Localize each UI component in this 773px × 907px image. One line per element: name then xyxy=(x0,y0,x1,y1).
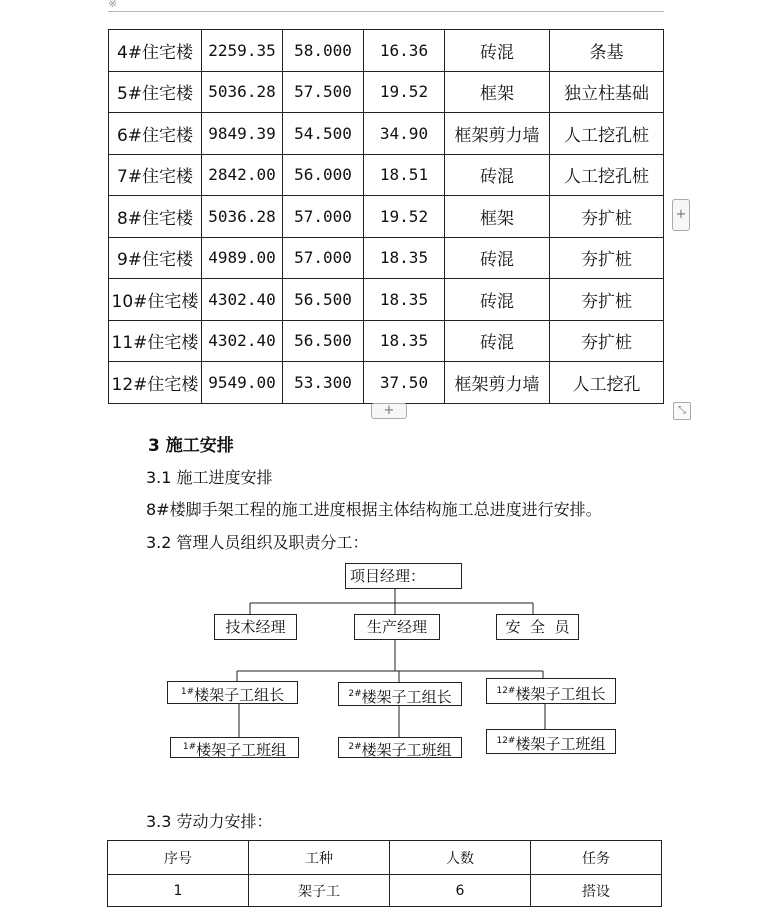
cell-floor-area: 5036.28 xyxy=(202,196,283,238)
cell-foundation-type: 夯扩桩 xyxy=(550,196,664,238)
org-box-technical-manager: 技术经理 xyxy=(214,614,297,640)
labour-table xyxy=(107,840,662,907)
cell-height: 56.500 xyxy=(283,279,364,321)
table-row xyxy=(109,113,664,155)
column-header: 任务 xyxy=(531,841,662,875)
cell-height-value: 37.50 xyxy=(364,362,445,404)
section-title-3-3: 3.3 劳动力安排： xyxy=(146,812,273,831)
cell-building-name: 10#住宅楼 xyxy=(109,279,202,321)
building-table xyxy=(108,29,664,404)
cell-height: 56.500 xyxy=(283,320,364,362)
cell-floor-area: 4302.40 xyxy=(202,279,283,321)
team-1-label: 楼架子工班组 xyxy=(196,741,287,759)
section-title-3-1: 3.1 施工进度安排 xyxy=(146,468,273,487)
cell-height-value: 19.52 xyxy=(364,71,445,113)
leader-2-label: 楼架子工组长 xyxy=(361,688,452,706)
table-header-row xyxy=(108,841,662,875)
team-1-number: 1# xyxy=(182,742,197,752)
org-box-leader-12 xyxy=(486,678,616,704)
leader-2-number: 2# xyxy=(348,689,362,699)
cell-structure-type: 砖混 xyxy=(445,279,550,321)
cell-height: 57.000 xyxy=(283,196,364,238)
table-cell: 1 xyxy=(108,875,249,907)
table-row xyxy=(109,320,664,362)
cell-structure-type: 砖混 xyxy=(445,320,550,362)
cell-building-name: 11#住宅楼 xyxy=(109,320,202,362)
org-box-leader-1 xyxy=(167,681,298,704)
section-title-3-2: 3.2 管理人员组织及职责分工： xyxy=(146,533,369,552)
add-column-button[interactable]: + xyxy=(672,199,690,231)
cell-structure-type: 砖混 xyxy=(445,237,550,279)
cell-building-name: 9#住宅楼 xyxy=(109,237,202,279)
cell-building-name: 12#住宅楼 xyxy=(109,362,202,404)
org-box-leader-2 xyxy=(338,682,462,706)
cell-height: 58.000 xyxy=(283,30,364,72)
cell-building-name: 8#住宅楼 xyxy=(109,196,202,238)
cell-structure-type: 框架剪力墙 xyxy=(445,362,550,404)
cell-foundation-type: 独立柱基础 xyxy=(550,71,664,113)
cell-foundation-type: 夯扩桩 xyxy=(550,279,664,321)
team-12-label: 楼架子工班组 xyxy=(515,735,606,753)
cell-foundation-type: 人工挖孔 xyxy=(550,362,664,404)
cell-floor-area: 9849.39 xyxy=(202,113,283,155)
cell-height-value: 18.35 xyxy=(364,320,445,362)
cell-building-name: 6#住宅楼 xyxy=(109,113,202,155)
cell-structure-type: 框架 xyxy=(445,71,550,113)
cell-floor-area: 9549.00 xyxy=(202,362,283,404)
cell-structure-type: 框架 xyxy=(445,196,550,238)
table-row xyxy=(109,154,664,196)
cell-floor-area: 2259.35 xyxy=(202,30,283,72)
table-cell: 6 xyxy=(390,875,531,907)
cell-floor-area: 2842.00 xyxy=(202,154,283,196)
cell-height-value: 34.90 xyxy=(364,113,445,155)
cell-building-name: 4#住宅楼 xyxy=(109,30,202,72)
cell-height: 57.500 xyxy=(283,71,364,113)
header-rule xyxy=(108,11,664,12)
team-2-number: 2# xyxy=(348,742,362,752)
org-box-team-12 xyxy=(486,729,616,754)
cell-floor-area: 5036.28 xyxy=(202,71,283,113)
leader-12-number: 12# xyxy=(496,686,516,696)
table-row xyxy=(108,875,662,907)
cell-structure-type: 框架剪力墙 xyxy=(445,113,550,155)
cell-height-value: 18.51 xyxy=(364,154,445,196)
cell-height: 53.300 xyxy=(283,362,364,404)
cell-foundation-type: 人工挖孔桩 xyxy=(550,113,664,155)
leader-12-label: 楼架子工组长 xyxy=(515,685,606,703)
cell-structure-type: 砖混 xyxy=(445,154,550,196)
table-cell: 架子工 xyxy=(249,875,390,907)
org-box-team-1 xyxy=(170,737,299,758)
cell-building-name: 5#住宅楼 xyxy=(109,71,202,113)
cell-height-value: 18.35 xyxy=(364,237,445,279)
add-row-button[interactable]: + xyxy=(371,403,407,419)
column-header: 人数 xyxy=(390,841,531,875)
resize-icon[interactable]: ⤡ xyxy=(673,402,691,420)
cell-height-value: 18.35 xyxy=(364,279,445,321)
cell-height-value: 19.52 xyxy=(364,196,445,238)
column-header: 序号 xyxy=(108,841,249,875)
table-row xyxy=(109,71,664,113)
cell-floor-area: 4302.40 xyxy=(202,320,283,362)
cell-foundation-type: 夯扩桩 xyxy=(550,237,664,279)
cell-structure-type: 砖混 xyxy=(445,30,550,72)
org-box-project-manager: 项目经理： xyxy=(345,563,462,589)
table-cell: 搭设 xyxy=(531,875,662,907)
table-row xyxy=(109,30,664,72)
cell-foundation-type: 人工挖孔桩 xyxy=(550,154,664,196)
org-box-safety-officer: 安 全 员 xyxy=(496,614,579,640)
table-row xyxy=(109,237,664,279)
cell-foundation-type: 夯扩桩 xyxy=(550,320,664,362)
cell-foundation-type: 条基 xyxy=(550,30,664,72)
team-12-number: 12# xyxy=(496,736,516,746)
section-body-3-1: 8#楼脚手架工程的施工进度根据主体结构施工总进度进行安排。 xyxy=(146,500,602,519)
cell-height: 54.500 xyxy=(283,113,364,155)
cell-floor-area: 4989.00 xyxy=(202,237,283,279)
leader-1-number: 1# xyxy=(180,687,195,697)
team-2-label: 楼架子工班组 xyxy=(361,741,452,759)
cell-height-value: 16.36 xyxy=(364,30,445,72)
org-box-production-manager: 生产经理 xyxy=(354,614,440,640)
table-row xyxy=(109,279,664,321)
org-box-team-2 xyxy=(338,737,462,758)
column-header: 工种 xyxy=(249,841,390,875)
cell-height: 57.000 xyxy=(283,237,364,279)
table-row xyxy=(109,196,664,238)
cell-height: 56.000 xyxy=(283,154,364,196)
section-heading-3: 3 施工安排 xyxy=(148,436,234,456)
page-mark: ※ xyxy=(108,0,118,10)
leader-1-label: 楼架子工组长 xyxy=(194,686,285,704)
cell-building-name: 7#住宅楼 xyxy=(109,154,202,196)
table-row xyxy=(109,362,664,404)
